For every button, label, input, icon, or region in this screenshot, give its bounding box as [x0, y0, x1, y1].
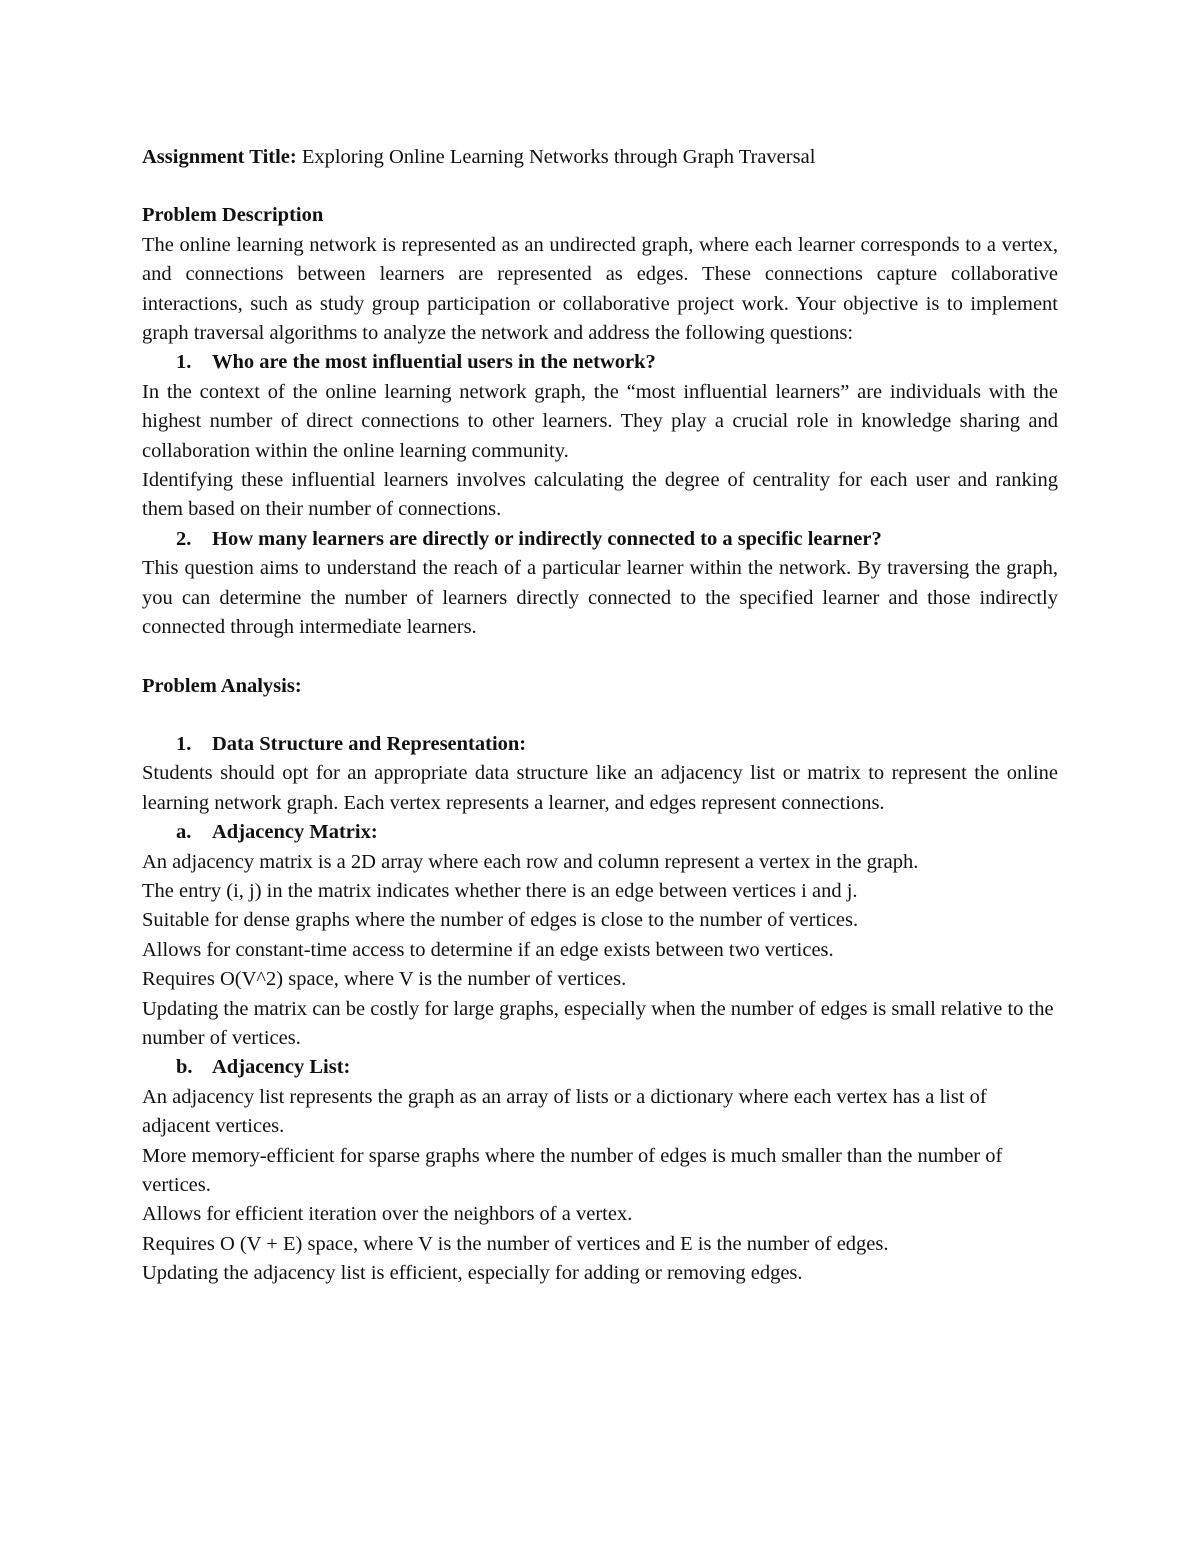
adjacency-list-line: Requires O (V + E) space, where V is the number of vertices and E is the number of edges.	[142, 1232, 889, 1255]
adjacency-matrix-line: Allows for constant-time access to determine if an edge exists between two vertices.	[142, 938, 834, 961]
adjacency-matrix-title: Adjacency Matrix:	[212, 821, 378, 844]
adjacency-matrix-heading	[142, 818, 1058, 847]
adjacency-matrix-marker: a.	[176, 821, 192, 844]
question-2-paragraph-1: This question aims to understand the reach of a particular learner within the network. By traversing the graph, you can determine the number of learners directly connected to the specified learner and those indirectly connected through intermediate learners.	[142, 557, 1058, 639]
adjacency-list-heading	[142, 1053, 1058, 1082]
adjacency-list-line: Updating the adjacency list is efficient, especially for adding or removing edges.	[142, 1262, 803, 1285]
analysis-item-1-paragraph: Students should opt for an appropriate data structure like an adjacency list or matrix to represent the online learning network graph. Each vertex represents a learner, and edges represent connections.	[142, 762, 1058, 814]
adjacency-list-title: Adjacency List:	[212, 1056, 351, 1079]
spacer	[142, 643, 1058, 672]
spacer	[142, 701, 1058, 730]
document-body	[142, 143, 1058, 1289]
assignment-title	[142, 143, 1058, 172]
question-1-paragraph-2: Identifying these influential learners involves calculating the degree of centrality for each user and ranking them based on their number of connections.	[142, 469, 1058, 521]
adjacency-matrix-line: Requires O(V^2) space, where V is the number of vertices.	[142, 968, 627, 991]
assignment-title-label: Assignment Title:	[142, 146, 297, 168]
problem-description-intro: The online learning network is represented as an undirected graph, where each learner corresponds to a vertex, and connections between learners are represented as edges. These connections capture collaborative interactions, such as study group participation or collaborative project work. Your objective is to implement graph traversal algorithms to analyze the network and address the following questions:	[142, 233, 1058, 345]
problem-description-heading: Problem Description	[142, 204, 324, 227]
adjacency-list-line: More memory-efficient for sparse graphs where the number of edges is much smaller than the number of vertices.	[142, 1144, 1003, 1196]
adjacency-list-line: An adjacency list represents the graph as an array of lists or a dictionary where each vertex has a list of adjacent vertices.	[142, 1085, 987, 1138]
adjacency-matrix-line: An adjacency matrix is a 2D array where each row and column represent a vertex in the graph.	[142, 850, 919, 873]
assignment-title-text: Exploring Online Learning Networks through Graph Traversal	[301, 146, 816, 168]
adjacency-matrix-line: Updating the matrix can be costly for large graphs, especially when the number of edges is small relative to the number of vertices.	[142, 997, 1054, 1049]
question-2-text: How many learners are directly or indirectly connected to a specific learner?	[212, 527, 882, 550]
question-1-text: Who are the most influential users in the network?	[212, 351, 656, 374]
adjacency-list-line: Allows for efficient iteration over the neighbors of a vertex.	[142, 1203, 633, 1226]
adjacency-list-marker: b.	[176, 1056, 193, 1079]
analysis-item-1-marker: 1.	[176, 732, 192, 755]
question-1-heading	[142, 348, 1058, 377]
analysis-item-1-heading	[142, 730, 1058, 759]
adjacency-matrix-line: The entry (i, j) in the matrix indicates whether there is an edge between vertices i and j.	[142, 879, 858, 902]
question-2-heading	[142, 525, 1058, 554]
question-2-marker: 2.	[176, 527, 192, 550]
question-1-paragraph-1: In the context of the online learning network graph, the “most influential learners” are individuals with the highest number of direct connections to other learners. They play a crucial role in knowledge sharing and collaboration within the online learning community.	[142, 380, 1058, 462]
adjacency-matrix-line: Suitable for dense graphs where the number of edges is close to the number of vertices.	[142, 909, 859, 932]
question-1-marker: 1.	[176, 351, 192, 374]
analysis-item-1-text: Data Structure and Representation:	[212, 732, 527, 755]
problem-analysis-heading: Problem Analysis:	[142, 674, 302, 697]
